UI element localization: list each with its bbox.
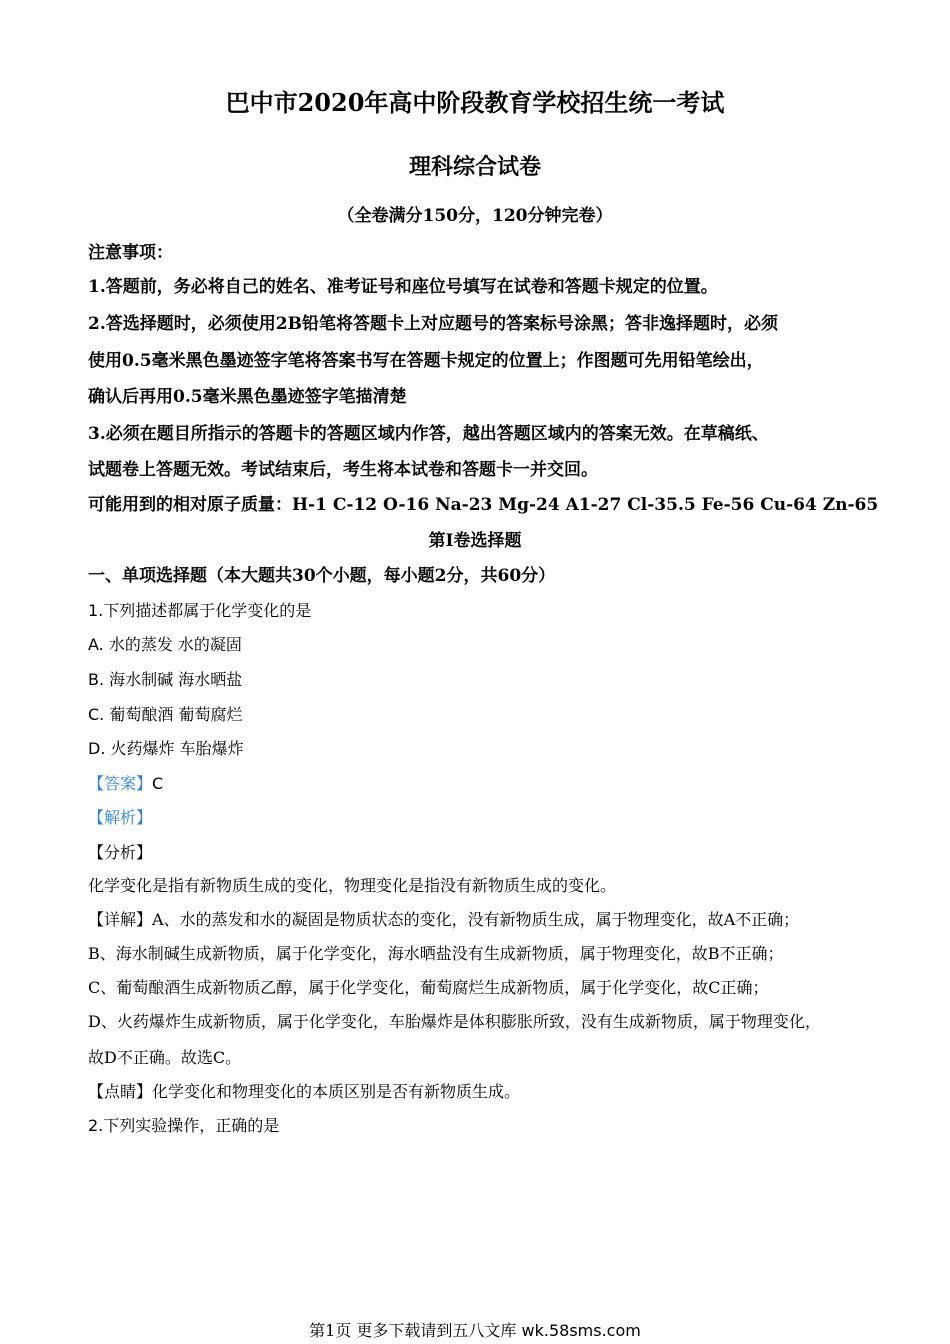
detail-line-5: 故D不正确。故选C。 — [88, 1048, 242, 1067]
question-1-option-a — [88, 635, 242, 655]
dianjing-line — [88, 1082, 520, 1102]
option-letter: B. — [88, 670, 105, 689]
detail-line-1 — [88, 910, 799, 930]
detail-line-3: C、葡萄酿酒生成新物质乙醇，属于化学变化，葡萄腐烂生成新物质，属于化学变化，故C正确； — [88, 978, 769, 997]
option-text: 海水制碱 海水晒盐 — [109, 670, 243, 689]
fenxi-text: 化学变化是指有新物质生成的变化，物理变化是指没有新物质生成的变化。 — [88, 876, 617, 895]
notice-item-1: 1.答题前，务必将自己的姓名、准考证号和座位号填写在试卷和答题卡规定的位置。 — [88, 277, 718, 297]
section-heading: 一、单项选择题（本大题共30个小题，每小题2分，共60分） — [88, 566, 556, 586]
answer-line — [88, 774, 163, 794]
notice-item-2-line-1: 2.答选择题时，必须使用2B铅笔将答题卡上对应题号的答案标号涂黑；答非逸择题时，必须 — [88, 314, 778, 334]
exam-title: 巴中市2020年高中阶段教育学校招生统一考试 — [225, 88, 725, 117]
notice-item-2-line-2: 使用0.5毫米黑色墨迹签字笔将答案书写在答题卡规定的位置上；作图题可先用铅笔绘出， — [88, 351, 764, 371]
question-1-option-d — [88, 739, 244, 759]
option-text: 火药爆炸 车胎爆炸 — [110, 739, 244, 758]
notice-item-3-line-1: 3.必须在题目所指示的答题卡的答题区域内作答，越出答题区域内的答案无效。在草稿纸、 — [88, 424, 769, 444]
question-2-text: 下列实验操作，正确的是 — [103, 1116, 280, 1135]
detail-line-2: B、海水制碱生成新物质，属于化学变化，海水晒盐没有生成新物质，属于物理变化，故B不正确； — [88, 944, 784, 963]
question-1-option-b — [88, 670, 242, 690]
fenxi-tag: 【分析】 — [88, 843, 153, 862]
detail-line-4: D、火药爆炸生成新物质，属于化学变化，车胎爆炸是体积膨胀所致，没有生成新物质，属于物理变化， — [88, 1012, 821, 1031]
notice-heading: 注意事项： — [88, 243, 173, 263]
detail-tag: 【详解】 — [88, 910, 153, 929]
atomic-mass-note: 可能用到的相对原子质量：H-1 C-12 O-16 Na-23 Mg-24 A1-27 Cl-35.5 Fe-56 Cu-64 Zn-65 — [88, 495, 879, 515]
notice-item-3-line-2: 试题卷上答题无效。考试结束后，考生将本试卷和答题卡一并交回。 — [88, 460, 598, 480]
option-letter: A. — [88, 635, 104, 654]
detail-text: A、水的蒸发和水的凝固是物质状态的变化，没有新物质生成，属于物理变化，故A不正确； — [152, 910, 800, 929]
option-letter: C. — [88, 705, 105, 724]
option-letter: D. — [88, 739, 106, 758]
part-title: 第Ⅰ卷选择题 — [428, 531, 522, 551]
answer-value: C — [152, 774, 164, 793]
option-text: 葡萄酿酒 葡萄腐烂 — [109, 705, 243, 724]
footer-site-link[interactable]: wk.58sms.com — [521, 1321, 641, 1340]
dianjing-tag: 【点睛】 — [88, 1082, 153, 1101]
answer-tag: 【答案】 — [88, 774, 153, 793]
question-2-number: 2. — [88, 1116, 104, 1135]
exam-subtitle: 理科综合试卷 — [408, 154, 541, 180]
option-text: 水的蒸发 水的凝固 — [108, 635, 242, 654]
page-footer — [0, 1321, 950, 1341]
analysis-tag: 【解析】 — [88, 808, 153, 827]
question-2-stem — [88, 1116, 279, 1136]
footer-page-text: 第1页 更多下载请到五八文库 — [309, 1321, 517, 1340]
question-1-text: 下列描述都属于化学变化的是 — [103, 601, 312, 620]
question-1-stem — [88, 601, 311, 621]
dianjing-text: 化学变化和物理变化的本质区别是否有新物质生成。 — [152, 1082, 521, 1101]
question-1-number: 1. — [88, 601, 104, 620]
notice-item-2-line-3: 确认后再用0.5毫米黑色墨迹签字笔描清楚 — [88, 387, 407, 407]
question-1-option-c — [88, 705, 242, 725]
score-note: （全卷满分150分，120分钟完卷） — [337, 206, 613, 226]
